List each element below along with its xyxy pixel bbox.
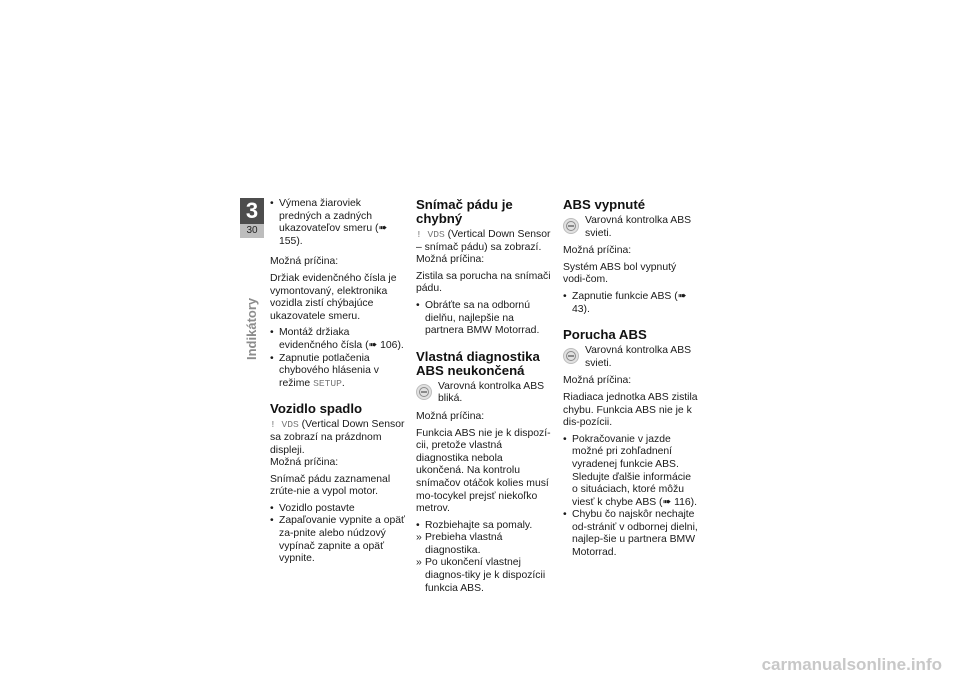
page-number: 30	[240, 224, 264, 238]
heading-sensor-fault: Snímač pádu je chybný	[416, 197, 513, 226]
list-item: • Vozidlo postavte	[270, 503, 406, 516]
heading-abs-off: ABS vypnuté	[563, 197, 646, 212]
list-item: • Rozbiehajte sa pomaly.	[416, 520, 552, 533]
result-item: » Po ukončení vlastnej diagnos-tiky je k dispozícii funkcia ABS.	[416, 557, 552, 595]
cause-text: Funkcia ABS nie je k dispozí-cii, pretože vlastná diagnostika nebola ukončená. Na kontrolu snímačov otáčok kolies musí mo-tocykel prejsť niekoľko metrov.	[416, 427, 551, 515]
vds-text: (Vertical Down Sensor – snímač pádu) sa zobrazí.	[416, 229, 551, 253]
cause-label: Možná príčina:	[416, 254, 485, 266]
cause-text: Zistila sa porucha na snímači pádu.	[416, 270, 551, 295]
list-item: • Chybu čo najskôr nechajte od-strániť v odbornej dielni, najlep-šie u partnera BMW Motorrad.	[563, 509, 699, 559]
cause-text: Systém ABS bol vypnutý vodi-čom.	[563, 261, 677, 286]
cause-label: Možná príčina:	[270, 457, 339, 469]
lamp-text: Varovná kontrolka ABS svieti.	[585, 345, 692, 369]
column-1	[270, 198, 406, 566]
vds-line	[416, 229, 552, 254]
chapter-tab	[240, 198, 264, 238]
bullet-text: Zapnutie potlačenia chybového hlásenia v režime	[279, 352, 379, 389]
setup-code: SETUP	[313, 377, 342, 389]
cause-text: Riadiaca jednotka ABS zistila chybu. Funkcia ABS nie je k dis-pozícii.	[563, 391, 698, 429]
bullet-end: .	[341, 377, 345, 389]
cause-label: Možná príčina:	[563, 245, 632, 257]
list-item: • Montáž držiaka evidenčného čísla (➠ 106).	[270, 327, 406, 352]
list-item: • Obráťte sa na odbornú dielňu, najlepšie na partnera BMW Motorrad.	[416, 300, 552, 338]
vds-code: ! VDS	[416, 229, 445, 240]
cause-label: Možná príčina:	[416, 410, 485, 422]
heading-abs-diagnosis: Vlastná diagnostika ABS neukončená	[416, 348, 540, 378]
list-item: • Pokračovanie v jazde možné pri zohľadnení vyradenej funkcie ABS. Sledujte ďalšie informácie o situáciach, ktoré môžu viesť k chybe ABS (➠ 116).	[563, 434, 699, 510]
heading-abs-fault: Porucha ABS	[563, 327, 647, 343]
cause-text: Snímač pádu zaznamenal zrúte-nie a vypol motor.	[270, 473, 391, 498]
list-item	[270, 353, 406, 391]
list-item: • Zapnutie funkcie ABS (➠ 43).	[563, 291, 699, 316]
watermark: carmanualsonline.info	[761, 655, 942, 674]
abs-warning-lamp-icon	[563, 348, 579, 364]
vds-text: (Vertical Down Sensor sa zobrazí na prázdnom displeji.	[270, 419, 405, 456]
cause-label: Možná príčina:	[563, 375, 632, 387]
vds-line	[270, 419, 406, 457]
cause-label: Možná príčina:	[270, 256, 339, 268]
chapter-number: 3	[240, 198, 264, 224]
column-2	[416, 198, 552, 595]
warning-lamp-row	[563, 215, 699, 240]
abs-warning-lamp-icon	[563, 218, 579, 234]
warning-lamp-row	[416, 381, 552, 406]
lamp-text: Varovná kontrolka ABS svieti.	[585, 215, 692, 239]
warning-lamp-row	[563, 345, 699, 370]
result-item: » Prebieha vlastná diagnostika.	[416, 532, 552, 557]
list-item: • Výmena žiaroviek predných a zadných ukazovateľov smeru (➠ 155).	[270, 198, 406, 248]
lamp-text: Varovná kontrolka ABS bliká.	[438, 380, 545, 405]
vds-code: ! VDS	[270, 419, 299, 431]
side-chapter-title: Indikátory	[244, 297, 259, 360]
abs-warning-lamp-icon	[416, 384, 432, 400]
column-3	[563, 198, 699, 560]
heading-vehicle-fallen: Vozidlo spadlo	[270, 401, 363, 417]
cause-text: Držiak evidenčného čísla je vymontovaný, elektronika vozidla zistí chýbajúce ukazovatele smeru.	[270, 272, 397, 322]
list-item: • Zapaľovanie vypnite a opäť za-pnite alebo núdzový vypínač zapnite a opäť vypnite.	[270, 515, 406, 565]
